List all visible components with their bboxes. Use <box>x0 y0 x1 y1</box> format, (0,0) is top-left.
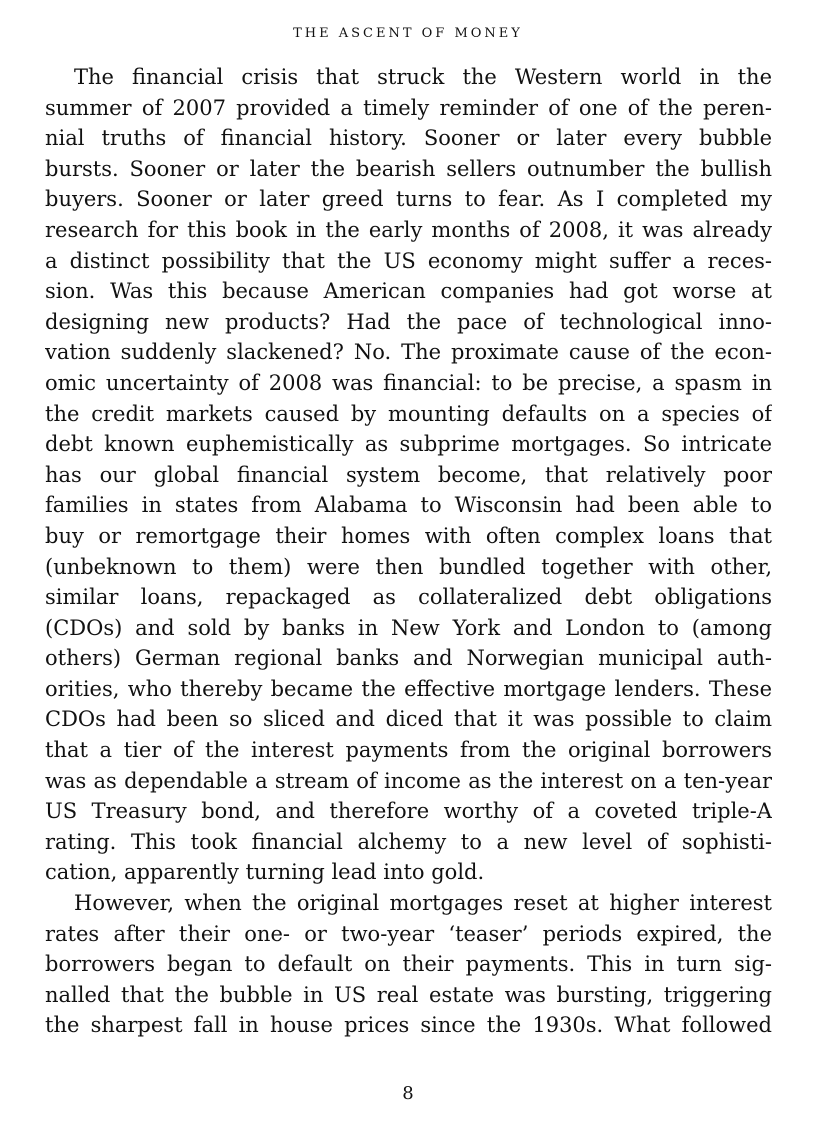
text-line: designing new products? Had the pace of technological inno- <box>45 309 772 334</box>
text-line: rates after their one- or two-year ‘teaser’ periods expired, the <box>45 921 772 946</box>
text-line: nial truths of financial history. Sooner or later every bubble <box>45 126 772 151</box>
text-line: summer of 2007 provided a timely reminder of one of the peren- <box>45 95 772 120</box>
text-line: research for this book in the early months of 2008, it was already <box>45 217 772 242</box>
text-line: However, when the original mortgages reset at higher interest <box>74 891 772 916</box>
text-line: has our global financial system become, that relatively poor <box>45 462 772 487</box>
text-line: rating. This took financial alchemy to a new level of sophisti- <box>45 829 772 854</box>
text-line: (CDOs) and sold by banks in New York and London to (among <box>45 615 772 640</box>
text-line: the credit markets caused by mounting defaults on a species of <box>45 401 772 426</box>
text-line: The financial crisis that struck the Western world in the <box>74 65 772 89</box>
text-line: (unbeknown to them) were then bundled together with other, <box>45 554 772 579</box>
text-line: similar loans, repackaged as collateralized debt obligations <box>45 585 772 610</box>
text-line: buy or remortgage their homes with often complex loans that <box>45 523 772 548</box>
page-number: 8 <box>402 1083 414 1104</box>
paragraph-1 <box>45 62 772 888</box>
text-line: US Treasury bond, and therefore worthy of a coveted triple-A <box>45 799 772 824</box>
text-line: the sharpest fall in house prices since the 1930s. What followed <box>45 1013 772 1038</box>
text-line: orities, who thereby became the effective mortgage lenders. These <box>45 676 772 701</box>
text-line: a distinct possibility that the US economy might suffer a reces- <box>45 248 772 273</box>
text-line: borrowers began to default on their payments. This in turn sig- <box>45 952 772 977</box>
text-line: cation, apparently turning lead into gold. <box>45 860 485 885</box>
text-line: nalled that the bubble in US real estate was bursting, triggering <box>45 982 772 1007</box>
text-line: buyers. Sooner or later greed turns to fear. As I completed my <box>45 187 772 212</box>
text-line: others) German regional banks and Norwegian municipal auth- <box>45 646 772 671</box>
text-line: debt known euphemistically as subprime mortgages. So intricate <box>45 432 772 457</box>
text-line: that a tier of the interest payments from the original borrowers <box>45 738 772 763</box>
text-line: sion. Was this because American companies had got worse at <box>45 279 772 304</box>
text-line: families in states from Alabama to Wisconsin had been able to <box>45 493 772 518</box>
paragraph-2 <box>45 888 772 1041</box>
text-line: omic uncertainty of 2008 was financial: to be precise, a spasm in <box>45 370 772 395</box>
text-line: CDOs had been so sliced and diced that it was possible to claim <box>45 707 772 732</box>
text-line: was as dependable a stream of income as the interest on a ten-year <box>45 768 772 793</box>
body-text <box>45 62 772 1041</box>
text-line: vation suddenly slackened? No. The proximate cause of the econ- <box>45 340 772 365</box>
running-head: THE ASCENT OF MONEY <box>293 26 523 41</box>
text-line: bursts. Sooner or later the bearish sellers outnumber the bullish <box>45 156 772 181</box>
